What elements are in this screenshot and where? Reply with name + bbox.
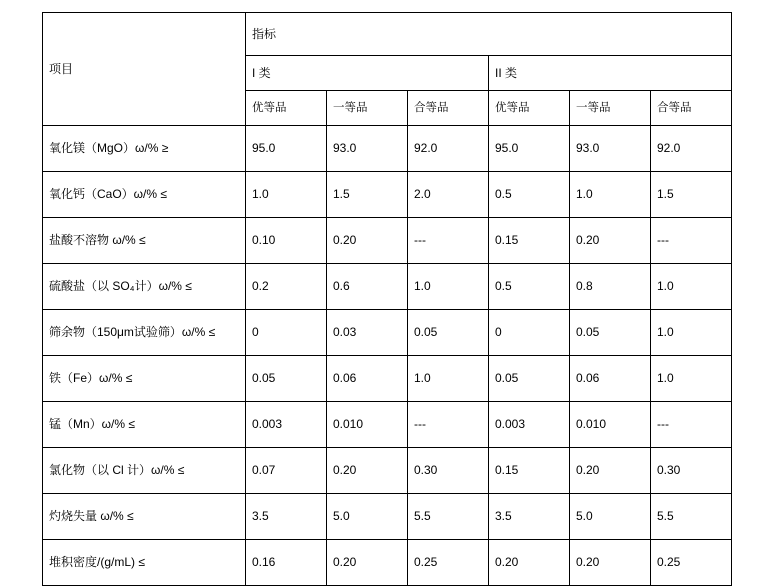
row-value: 0.010 bbox=[327, 402, 408, 448]
row-item-label: 铁（Fe）ω/% ≤ bbox=[43, 356, 246, 402]
row-value: 0.30 bbox=[651, 448, 732, 494]
row-value: 1.0 bbox=[408, 356, 489, 402]
row-value: --- bbox=[651, 218, 732, 264]
row-value: 0.05 bbox=[246, 356, 327, 402]
row-value: 0.15 bbox=[489, 218, 570, 264]
row-value: 5.0 bbox=[570, 494, 651, 540]
header-grade-4: 优等品 bbox=[489, 91, 570, 126]
row-value: --- bbox=[408, 402, 489, 448]
header-grade-1: 优等品 bbox=[246, 91, 327, 126]
row-value: 95.0 bbox=[489, 126, 570, 172]
specification-table bbox=[42, 12, 732, 586]
row-value: 0.25 bbox=[651, 540, 732, 586]
table-row bbox=[43, 310, 732, 356]
row-value: 1.0 bbox=[246, 172, 327, 218]
row-item-label: 氧化钙（CaO）ω/% ≤ bbox=[43, 172, 246, 218]
row-item-label: 氯化物（以 Cl 计）ω/% ≤ bbox=[43, 448, 246, 494]
row-value: 0 bbox=[489, 310, 570, 356]
table-row bbox=[43, 356, 732, 402]
row-value: 0.16 bbox=[246, 540, 327, 586]
header-grade-2: 一等品 bbox=[327, 91, 408, 126]
row-value: 1.5 bbox=[327, 172, 408, 218]
row-value: 93.0 bbox=[570, 126, 651, 172]
row-value: 2.0 bbox=[408, 172, 489, 218]
row-item-label: 锰（Mn）ω/% ≤ bbox=[43, 402, 246, 448]
row-value: 0.5 bbox=[489, 264, 570, 310]
row-value: 0.20 bbox=[570, 218, 651, 264]
row-value: 1.0 bbox=[651, 264, 732, 310]
row-value: 1.5 bbox=[651, 172, 732, 218]
row-value: 0.06 bbox=[570, 356, 651, 402]
row-value: 1.0 bbox=[651, 356, 732, 402]
row-value: 0.8 bbox=[570, 264, 651, 310]
row-value: --- bbox=[408, 218, 489, 264]
table-body bbox=[43, 126, 732, 586]
table-row bbox=[43, 126, 732, 172]
row-value: 1.0 bbox=[570, 172, 651, 218]
row-value: 1.0 bbox=[651, 310, 732, 356]
table-row bbox=[43, 172, 732, 218]
row-value: 3.5 bbox=[489, 494, 570, 540]
row-value: 0.2 bbox=[246, 264, 327, 310]
row-value: 0.10 bbox=[246, 218, 327, 264]
row-item-label: 硫酸盐（以 SO₄计）ω/% ≤ bbox=[43, 264, 246, 310]
row-value: 0.05 bbox=[570, 310, 651, 356]
row-value: 0.20 bbox=[327, 218, 408, 264]
row-value: 0.25 bbox=[408, 540, 489, 586]
table-row bbox=[43, 448, 732, 494]
row-value: 0.20 bbox=[327, 448, 408, 494]
header-grade-6: 合等品 bbox=[651, 91, 732, 126]
row-value: 93.0 bbox=[327, 126, 408, 172]
header-class-2: II 类 bbox=[489, 56, 732, 91]
row-value: 0.20 bbox=[570, 448, 651, 494]
row-value: 0.6 bbox=[327, 264, 408, 310]
row-value: 5.5 bbox=[408, 494, 489, 540]
row-value: 92.0 bbox=[408, 126, 489, 172]
row-value: 0.07 bbox=[246, 448, 327, 494]
row-item-label: 盐酸不溶物 ω/% ≤ bbox=[43, 218, 246, 264]
row-value: 5.0 bbox=[327, 494, 408, 540]
row-value: --- bbox=[651, 402, 732, 448]
row-value: 0.06 bbox=[327, 356, 408, 402]
row-value: 0.003 bbox=[489, 402, 570, 448]
table-row bbox=[43, 494, 732, 540]
row-value: 0.20 bbox=[570, 540, 651, 586]
row-value: 5.5 bbox=[651, 494, 732, 540]
row-value: 0.03 bbox=[327, 310, 408, 356]
row-item-label: 筛余物（150μm试验筛）ω/% ≤ bbox=[43, 310, 246, 356]
header-index: 指标 bbox=[246, 13, 732, 56]
row-item-label: 氧化镁（MgO）ω/% ≥ bbox=[43, 126, 246, 172]
row-value: 0.003 bbox=[246, 402, 327, 448]
table-row bbox=[43, 540, 732, 586]
row-value: 95.0 bbox=[246, 126, 327, 172]
row-value: 0.5 bbox=[489, 172, 570, 218]
header-item: 项目 bbox=[43, 13, 246, 126]
table-row bbox=[43, 218, 732, 264]
table-row bbox=[43, 264, 732, 310]
row-value: 0.20 bbox=[489, 540, 570, 586]
row-item-label: 灼烧失量 ω/% ≤ bbox=[43, 494, 246, 540]
row-value: 0.30 bbox=[408, 448, 489, 494]
header-grade-3: 合等品 bbox=[408, 91, 489, 126]
row-value: 0.010 bbox=[570, 402, 651, 448]
row-value: 0.05 bbox=[489, 356, 570, 402]
row-value: 92.0 bbox=[651, 126, 732, 172]
header-row-top bbox=[43, 13, 732, 56]
row-item-label: 堆积密度/(g/mL) ≤ bbox=[43, 540, 246, 586]
table-header bbox=[43, 13, 732, 126]
row-value: 0.20 bbox=[327, 540, 408, 586]
header-class-1: I 类 bbox=[246, 56, 489, 91]
row-value: 3.5 bbox=[246, 494, 327, 540]
row-value: 0.05 bbox=[408, 310, 489, 356]
row-value: 0 bbox=[246, 310, 327, 356]
table-row bbox=[43, 402, 732, 448]
row-value: 0.15 bbox=[489, 448, 570, 494]
row-value: 1.0 bbox=[408, 264, 489, 310]
header-grade-5: 一等品 bbox=[570, 91, 651, 126]
